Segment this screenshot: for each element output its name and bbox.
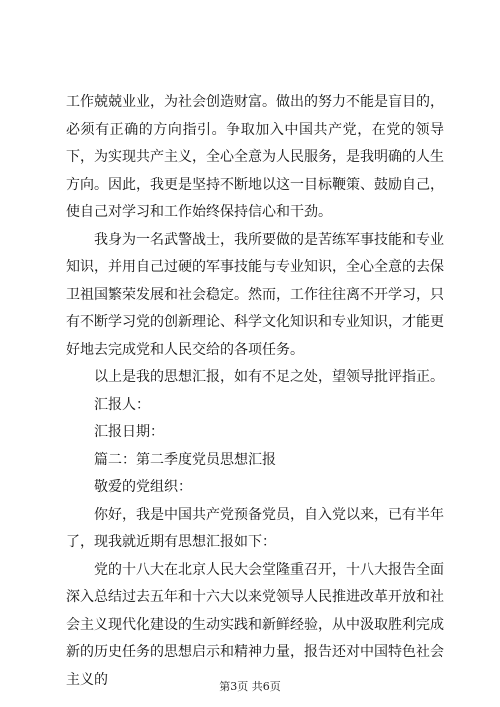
document-body — [66, 89, 444, 694]
section-heading: 篇二：第二季度党员思想汇报 — [94, 451, 276, 468]
paragraph-9: 党的十八大在北京人民大会堂隆重召开，十八大报告全面深入总结过去五年和十六大以来党领导人民推进改革开放和社会主义现代化建设的生动实践和新鲜经验，从中汲取胜利完成新的历史任务的思想启示和精神力量，报告还对中国特色社会主义的 — [66, 561, 444, 688]
report-date-line: 汇报日期： — [94, 424, 164, 440]
page-footer: 第3页 共6页 — [219, 680, 281, 693]
paragraph-1: 工作兢兢业业，为社会创造财富。做出的努力不能是盲目的，必须有正确的方向指引。争取加入中国共产党，在党的领导下，为实现共产主义，全心全意为人民服务，是我明确的人生方向。因此，我更是坚持不断地以这一目标鞭策、鼓励自己，使自己对学习和工作始终保持信心和干劲。 — [66, 94, 444, 220]
salutation: 敬爱的党组织： — [94, 479, 192, 495]
paragraph-2: 我身为一名武警战士，我所要做的是苦练军事技能和专业知识，并用自己过硬的军事技能与专业知识，全心全意的去保卫祖国繁荣发展和社会稳定。然而，工作往往离不开学习，只有不断学习党的创新理论、科学文化知识和专业知识，才能更好地去完成党和人民交给的各项任务。 — [66, 231, 444, 358]
paragraph-8: 你好，我是中国共产党预备党员，自入党以来，已有半年了，现我就近期有思想汇报如下： — [66, 506, 444, 550]
reporter-line: 汇报人： — [94, 396, 150, 413]
paragraph-3: 以上是我的思想汇报，如有不足之处，望领导批评指正。 — [94, 369, 444, 385]
